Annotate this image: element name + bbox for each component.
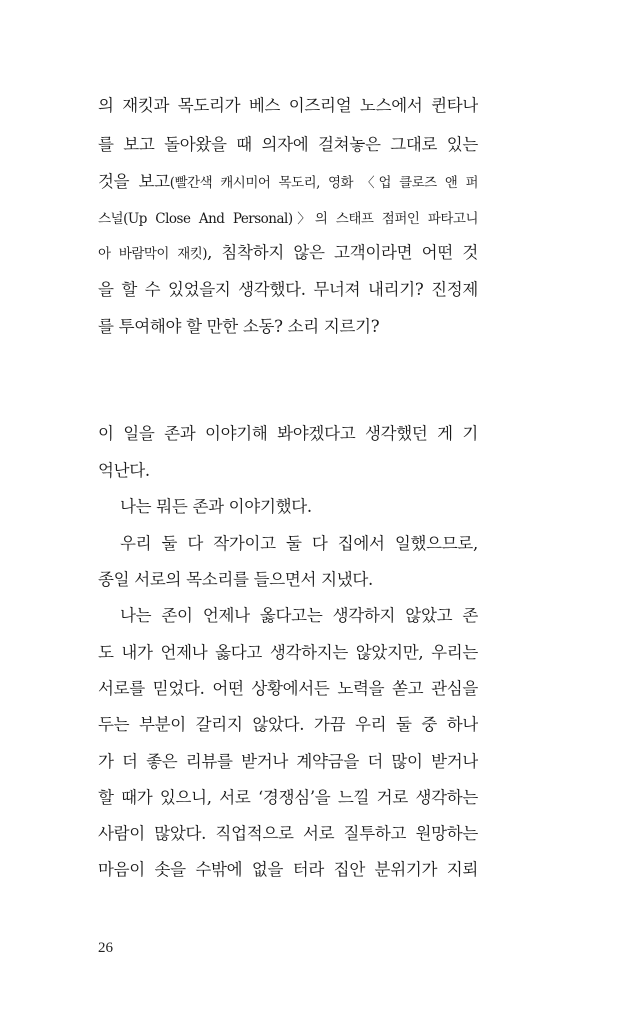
text-line: 를 보고 돌아왔을 때 의자에 걸쳐놓은 그대로 있는 bbox=[98, 135, 478, 154]
text-line: 가 더 좋은 리뷰를 받거나 계약금을 더 많이 받거나 bbox=[98, 752, 478, 771]
text-line: 억난다. bbox=[98, 461, 150, 480]
page-number: 26 bbox=[98, 940, 113, 956]
text-line bbox=[98, 243, 478, 264]
text-line: 마음이 솟을 수밖에 없을 터라 집안 분위기가 지뢰 bbox=[98, 860, 478, 879]
text-line: 서로를 믿었다. 어떤 상황에서든 노력을 쏟고 관심을 bbox=[98, 679, 478, 698]
text-line: 종일 서로의 목소리를 들으면서 지냈다. bbox=[98, 570, 373, 589]
text-line: 이 일을 존과 이야기해 봐야겠다고 생각했던 게 기 bbox=[98, 424, 478, 443]
text-line: 나는 존이 언제나 옳다고는 생각하지 않았고 존 bbox=[120, 606, 478, 625]
text-line: 두는 부분이 갈리지 않았다. 가끔 우리 둘 중 하나 bbox=[98, 715, 478, 734]
parenthetical-note: (빨간색 캐시미어 목도리, 영화 〈업 클로즈 앤 퍼 bbox=[169, 175, 478, 191]
text-line: 우리 둘 다 작가이고 둘 다 집에서 일했으므로, bbox=[120, 534, 478, 553]
text-line: 도 내가 언제나 옳다고 생각하지는 않았지만, 우리는 bbox=[98, 643, 478, 662]
text-line: 을 할 수 있었을지 생각했다. 무너져 내리기? 진정제 bbox=[98, 280, 478, 299]
text-line: 나는 뭐든 존과 이야기했다. bbox=[120, 497, 312, 516]
text-line: 의 재킷과 목도리가 베스 이즈리얼 노스에서 퀸타나 bbox=[98, 96, 478, 115]
text-line: 를 투여해야 할 만한 소동? 소리 지르기? bbox=[98, 317, 380, 336]
body-text: , 침착하지 않은 고객이라면 어떤 것 bbox=[207, 243, 478, 262]
parenthetical-note: 아 바람막이 재킷) bbox=[98, 246, 208, 262]
text-line bbox=[98, 172, 478, 193]
text-line bbox=[98, 208, 478, 229]
text-line: 할 때가 있으니, 서로 ‘경쟁심’을 느낄 거로 생각하는 bbox=[98, 788, 478, 807]
body-text: 것을 보고 bbox=[98, 172, 170, 191]
text-line: 사람이 많았다. 직업적으로 서로 질투하고 원망하는 bbox=[98, 824, 478, 843]
parenthetical-note: 스널(Up Close And Personal)〉의 스태프 점퍼인 파타고니 bbox=[98, 211, 478, 227]
